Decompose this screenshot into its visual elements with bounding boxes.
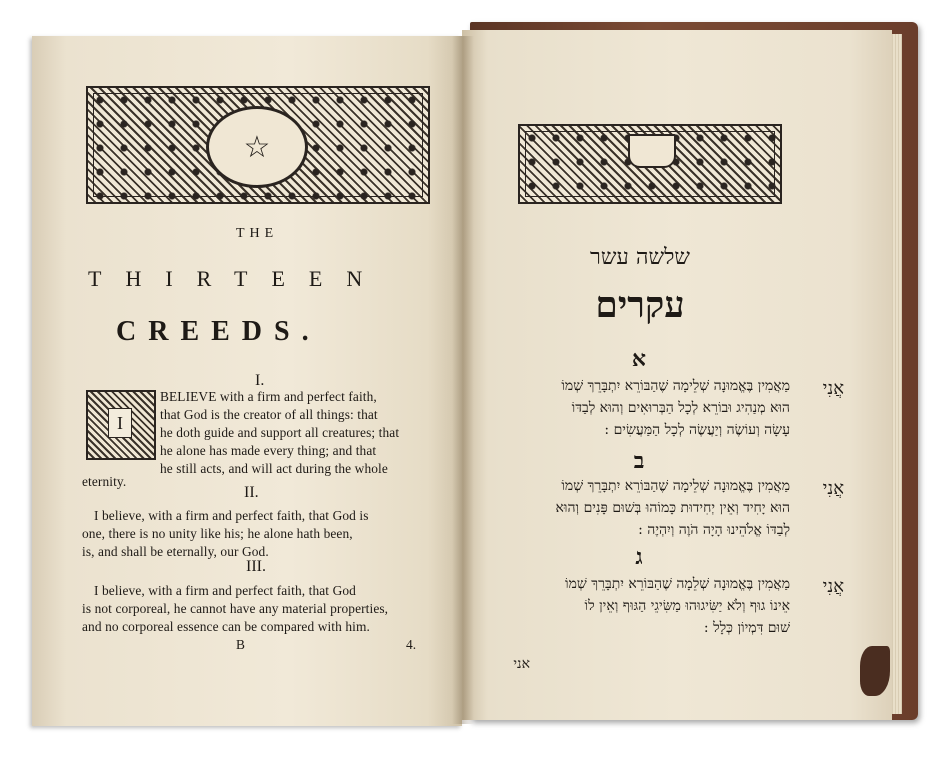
page-number: 4.	[406, 637, 417, 652]
creed-1-line-5: he still acts, and will act during the whole	[160, 461, 388, 476]
section-numeral-1: I.	[255, 372, 265, 389]
dropcap-ornament	[86, 390, 156, 460]
hebrew-catchword: אני	[513, 656, 530, 672]
hebrew-margin-word-3: אֲנִי	[822, 576, 844, 597]
book-gutter	[452, 36, 474, 724]
hebrew-title-line-1: שלשה עשר	[590, 245, 690, 270]
dropcap-letter: I	[108, 408, 132, 438]
creed-2-line-1: I believe, with a firm and perfect faith, that God is	[94, 508, 369, 523]
creed-1-line-1: BELIEVE with a firm and perfect faith,	[160, 389, 377, 404]
section-numeral-3: III.	[246, 558, 266, 575]
creed-1-line-2: that God is the creator of all things: that	[160, 407, 378, 422]
hebrew-creed-1-line-3: עָשָׂה וְעוֹשֶׂה וְיַעֲשֶׂה לְכָל הַמַּעֲשִׂים :	[604, 422, 790, 438]
hebrew-creed-3-line-1: מַאֲמִין בֶּאֱמוּנָה שְׁלֵמָה שֶׁהַבּוֹרֵא יִתְבָּרֵךְ שְׁמוֹ	[564, 576, 790, 592]
figure-medallion-icon: ☆	[206, 106, 308, 188]
hebrew-title-line-2: עקרים	[595, 284, 685, 326]
binding-tear	[860, 646, 890, 696]
hebrew-creed-1-line-2: הוּא מְנַהִיג וּבוֹרֵא לְכָל הַבְּרוּאִים וְהוּא לְבַדּוֹ	[571, 400, 790, 416]
creed-2-line-3: is, and shall be eternally, our God.	[82, 544, 269, 559]
section-numeral-2: II.	[244, 484, 259, 501]
creed-1-line-6: eternity.	[82, 474, 127, 489]
hebrew-margin-word-2: אֲנִי	[822, 478, 844, 499]
basket-icon	[628, 134, 676, 168]
creed-1-line-4: he alone has made every thing; and that	[160, 443, 377, 458]
title-the: THE	[236, 226, 279, 241]
hebrew-creed-1-line-1: מַאֲמִין בֶּאֱמוּנָה שְׁלֵימָה שֶׁהַבּוֹרֵא יִתְבָּרֵךְ שְׁמוֹ	[561, 378, 790, 394]
creed-3-line-3: and no corporeal essence can be compared with him.	[82, 619, 370, 634]
hebrew-creed-2-line-2: הוּא יָחִיד וְאֵין יְחִידוּת כָּמוֹהוּ בְּשׁוּם פָּנִים וְהוּא	[555, 500, 790, 516]
hebrew-creed-letter-1: א	[631, 346, 647, 372]
hebrew-creed-3-line-2: אֵינוֹ גוּף וְלֹא יַשִּׂיגוּהוּ מַשִּׂיגֵי הַגּוּף וְאֵין לוֹ	[584, 598, 790, 614]
creed-1-line-3: he doth guide and support all creatures; that	[160, 425, 400, 440]
hebrew-margin-word-1: אֲנִי	[822, 378, 844, 399]
title-creeds: CREEDS.	[116, 316, 321, 347]
creed-3-line-1: I believe, with a firm and perfect faith, that God	[94, 583, 356, 598]
right-headpiece-ornament	[518, 124, 782, 204]
signature-mark: B	[236, 637, 246, 652]
hebrew-creed-2-line-3: לְבַדּוֹ אֱלֹהֵינוּ הָיָה הֹוֶה וְיִהְיֶה :	[638, 522, 790, 538]
left-headpiece-ornament	[86, 86, 430, 204]
hebrew-creed-letter-3: ג	[635, 544, 643, 570]
title-thirteen: THIRTEEN	[88, 266, 387, 291]
hebrew-creed-3-line-3: שׁוּם דִּמְיוֹן כְּלָל :	[703, 620, 790, 636]
hebrew-creed-letter-2: ב	[633, 448, 645, 474]
creed-2-line-2: one, there is no unity like his; he alone hath been,	[82, 526, 353, 541]
hebrew-creed-2-line-1: מַאֲמִין בֶּאֱמוּנָה שְׁלֵימָה שֶׁהַבּוֹרֵא יִתְבָּרֵךְ שְׁמוֹ	[561, 478, 790, 494]
creed-3-line-2: is not corporeal, he cannot have any material properties,	[82, 601, 389, 616]
